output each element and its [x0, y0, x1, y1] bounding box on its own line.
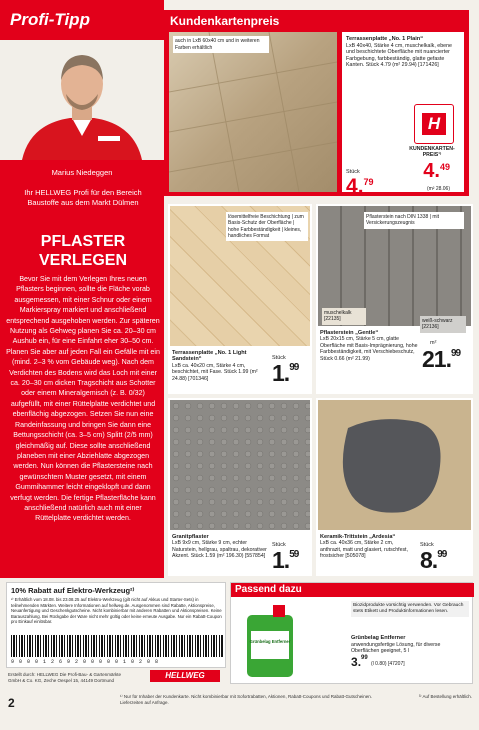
page-number: 2 — [8, 696, 15, 710]
product-description: Granitpflaster LxB 9x9 cm, Stärke 9 cm, echter Naturstein, hellgrau, spaltrau, dekorativer Akzent. Stück 1.59 (m² 196.30) [557854] — [172, 534, 267, 560]
product-description — [346, 36, 460, 69]
kundenkarten-title: Kundenkartenpreis — [170, 14, 280, 28]
expert-portrait — [0, 40, 164, 160]
card-unit-price: (m² 28.06) — [426, 186, 450, 192]
price-unit: Stück — [420, 542, 434, 548]
kundenkarte-logo-label: KUNDENKARTEN-PREIS¹⁾ — [409, 146, 455, 159]
kundenkarten-offer[interactable] — [164, 10, 469, 196]
expert-intro: Ihr HELLWEG Profi für den Bereich Baustoffe aus dem Markt Dülmen — [24, 188, 142, 207]
coupon-title: 10% Rabatt auf Elektro-Werkzeug²⁾ — [11, 586, 135, 595]
tip-body: Bevor Sie mit dem Verlegen Ihres neuen Pflasters beginnen, sollte die Fläche vorab ausgemessen, mit einer Schnur oder einem Markierspray markiert und anschließend entsprechend ausgehoben werden. Zur späteren Nutzung als Gehweg planen Sie ca. 20–30 cm Aushub ein, für eine Einfahrt eher 30–50 cm. Planen Sie aber auf jeden Fall ein Gefälle mit ein (mind. 2–3 % vom Gebäude weg). Nach dem Verdichten des Bodens wird das Loch mit einer ca. 20–30 cm dicken Tragschicht aus Schotter oder einem Mineralgemisch (z. B. 0/32) aufgefüllt, mit einer Rüttelplatte verdichtet und ebenflächig abgezogen. Setzen Sie nun eine Randeinfassung und bringen Sie dann eine Bettungsschicht (ca. 3–5 cm) Splitt (2/5 mm) gleichmäßig auf. Diese sollte anschließend planeben mit einer Abziehlatte abgezogen werden. Nun können die Pflastersteine nach gewünschtem Muster gesetzt, mit einem Gummihammer leicht eingeklopft und dann verfugt werden. Die fertige Pflasterfläche kann anschließend natürlich auch mit einer Rüttelplatte verdichtet werden. — [6, 275, 160, 523]
granite-photo — [170, 400, 310, 530]
product-name: Terrassenplatte „No. 1 Plain“ — [346, 36, 423, 42]
coupon-terms: ²⁾ Erhältlich vom 18.08. bis 23.08.25 auf Elektro-Werkzeug (gilt nicht auf Akkus und Starter-Sets) in teilnehmenden Märkten. Weitere Informationen auf hellweg.de. Ausgenommen sind Rabatte, Aktionspreise, Neuanfertigung und Geschenkgutscheine. Nicht kombinierbar mit anderen Rabatten und Aktionspreisen. Keine Barauszahlung. Bei Rückgabe der Ware nicht mehr gültig oder keine erneute Ausgabe. Nur ein Rabatt-Coupon pro Einkauf einlösbar. — [11, 597, 222, 624]
product-card-gentle[interactable] — [316, 204, 473, 394]
product-price: 3.99 — [351, 655, 368, 669]
unit-price: (l 0.80) [47207] — [371, 661, 405, 667]
rabatt-coupon[interactable] — [6, 582, 226, 668]
feature-bubble: Pflasterstein nach DIN 1338 | mit Versickerungszeugnis — [364, 212, 464, 229]
passend-dazu-box[interactable] — [230, 582, 473, 684]
card-price: 4.49 — [423, 160, 450, 182]
color-tag-weiss-schwarz: weiß-schwarz [22136] — [420, 316, 466, 333]
product-card-sandstein[interactable] — [168, 204, 312, 394]
barcode-number: 9 0 0 0 1 2 6 9 2 0 0 0 0 0 1 0 2 0 8 — [11, 659, 160, 665]
color-tag-muschelkalk: muschelkalk [22135] — [322, 308, 366, 325]
barcode-icon — [11, 635, 223, 657]
product-card-granitpflaster[interactable] — [168, 398, 312, 576]
product-price: 8.99 — [420, 547, 447, 573]
product-price: 1.59 — [272, 547, 299, 573]
product-description: Terrassenplatte „No. 1 Light Sandstein“ LxB ca. 40x20 cm, Stärke 4 cm, beschichtet, mit Fase. Stück 1.99 (m² 24.88) [701346] — [172, 350, 258, 382]
footer-notes: ¹⁾ Nur für Inhaber der Kundenkarte. Nicht kombinierbar mit Sofortrabatten, Aktionen, Rabatt-Coupons und Rabatt-Gutscheinen. Lieferzeiten auf Anfrage. ³⁾ Auf Bestellung erhältlich. — [120, 694, 472, 705]
tip-title: PFLASTER VERLEGEN — [38, 233, 127, 269]
profi-tipp-header: Profi-Tipp — [10, 10, 90, 29]
regular-price: 4.79 — [346, 175, 374, 198]
expert-name: Marius Niedeggen — [51, 168, 113, 177]
product-details: LxB 40x40, Stärke 4 cm, muschelkalk, ebene und beschichtete Oberfläche mit nuancierter Farbgebung, farbbeständig, glatte gefaste Kanten. Stück 4.79 (m² 29.94) [171426] — [346, 42, 452, 68]
product-price: 1.99 — [272, 360, 299, 386]
ardesia-photo — [318, 400, 471, 530]
product-description: Pflasterstein „Gentle“ LxB 20x15 cm, Stärke 5 cm, glatte Oberfläche mit Basis-Imprägnierung, hohe Farbbeständigkeit, mit Verschiebeschutz, Stück 0.66 (m² 21.99) — [320, 330, 418, 362]
terrace-photo — [169, 32, 337, 192]
biocide-note: Biozidprodukte vorsichtig verwenden. Vor Gebrauch stets Etikett und Produktinformationen lesen. — [351, 601, 469, 617]
price-unit: Stück — [272, 542, 286, 548]
imprint: Erstellt durch: HELLWEG Die Profi-Bau- & Gartenmärkte GmbH & Co. KG, Zeche Oespel 15, 44149 Dortmund — [8, 672, 121, 683]
product-description: Grünbelag Entferner anwendungsfertige Lösung, für diverse Oberflächen geeignet, 5 l — [351, 635, 441, 654]
photo-note: auch in LxB 60x40 cm und in weiteren Farben erhältlich — [173, 36, 269, 53]
regular-price-unit: Stück — [346, 169, 360, 175]
product-price: 21.99 — [422, 346, 461, 372]
passend-title: Passend dazu — [231, 583, 474, 597]
product-description: Keramik-Trittstein „Ardesia“ LxB ca. 40x36 cm, Stärke 2 cm, anthrazit, matt und glasiert, rutschfest, frostsicher [505078] — [320, 534, 408, 560]
product-card-ardesia[interactable] — [316, 398, 473, 576]
price-unit: m² — [430, 340, 437, 346]
hellweg-logo: HELLWEG — [150, 670, 220, 682]
kundenkarten-info — [342, 32, 464, 198]
profi-tipp-panel — [0, 0, 164, 578]
cleaner-bottle-image — [239, 601, 301, 679]
kundenkarte-logo-icon: H — [414, 104, 454, 144]
bottle-label: Grünbelag Entferner — [249, 639, 291, 644]
feature-bubble: lösemittelfreie Beschichtung | zum Basis-Schutz der Oberfläche | hohe Farbbeständigkeit | kleines, handliches Format — [226, 212, 308, 241]
price-unit: Stück — [272, 355, 286, 361]
